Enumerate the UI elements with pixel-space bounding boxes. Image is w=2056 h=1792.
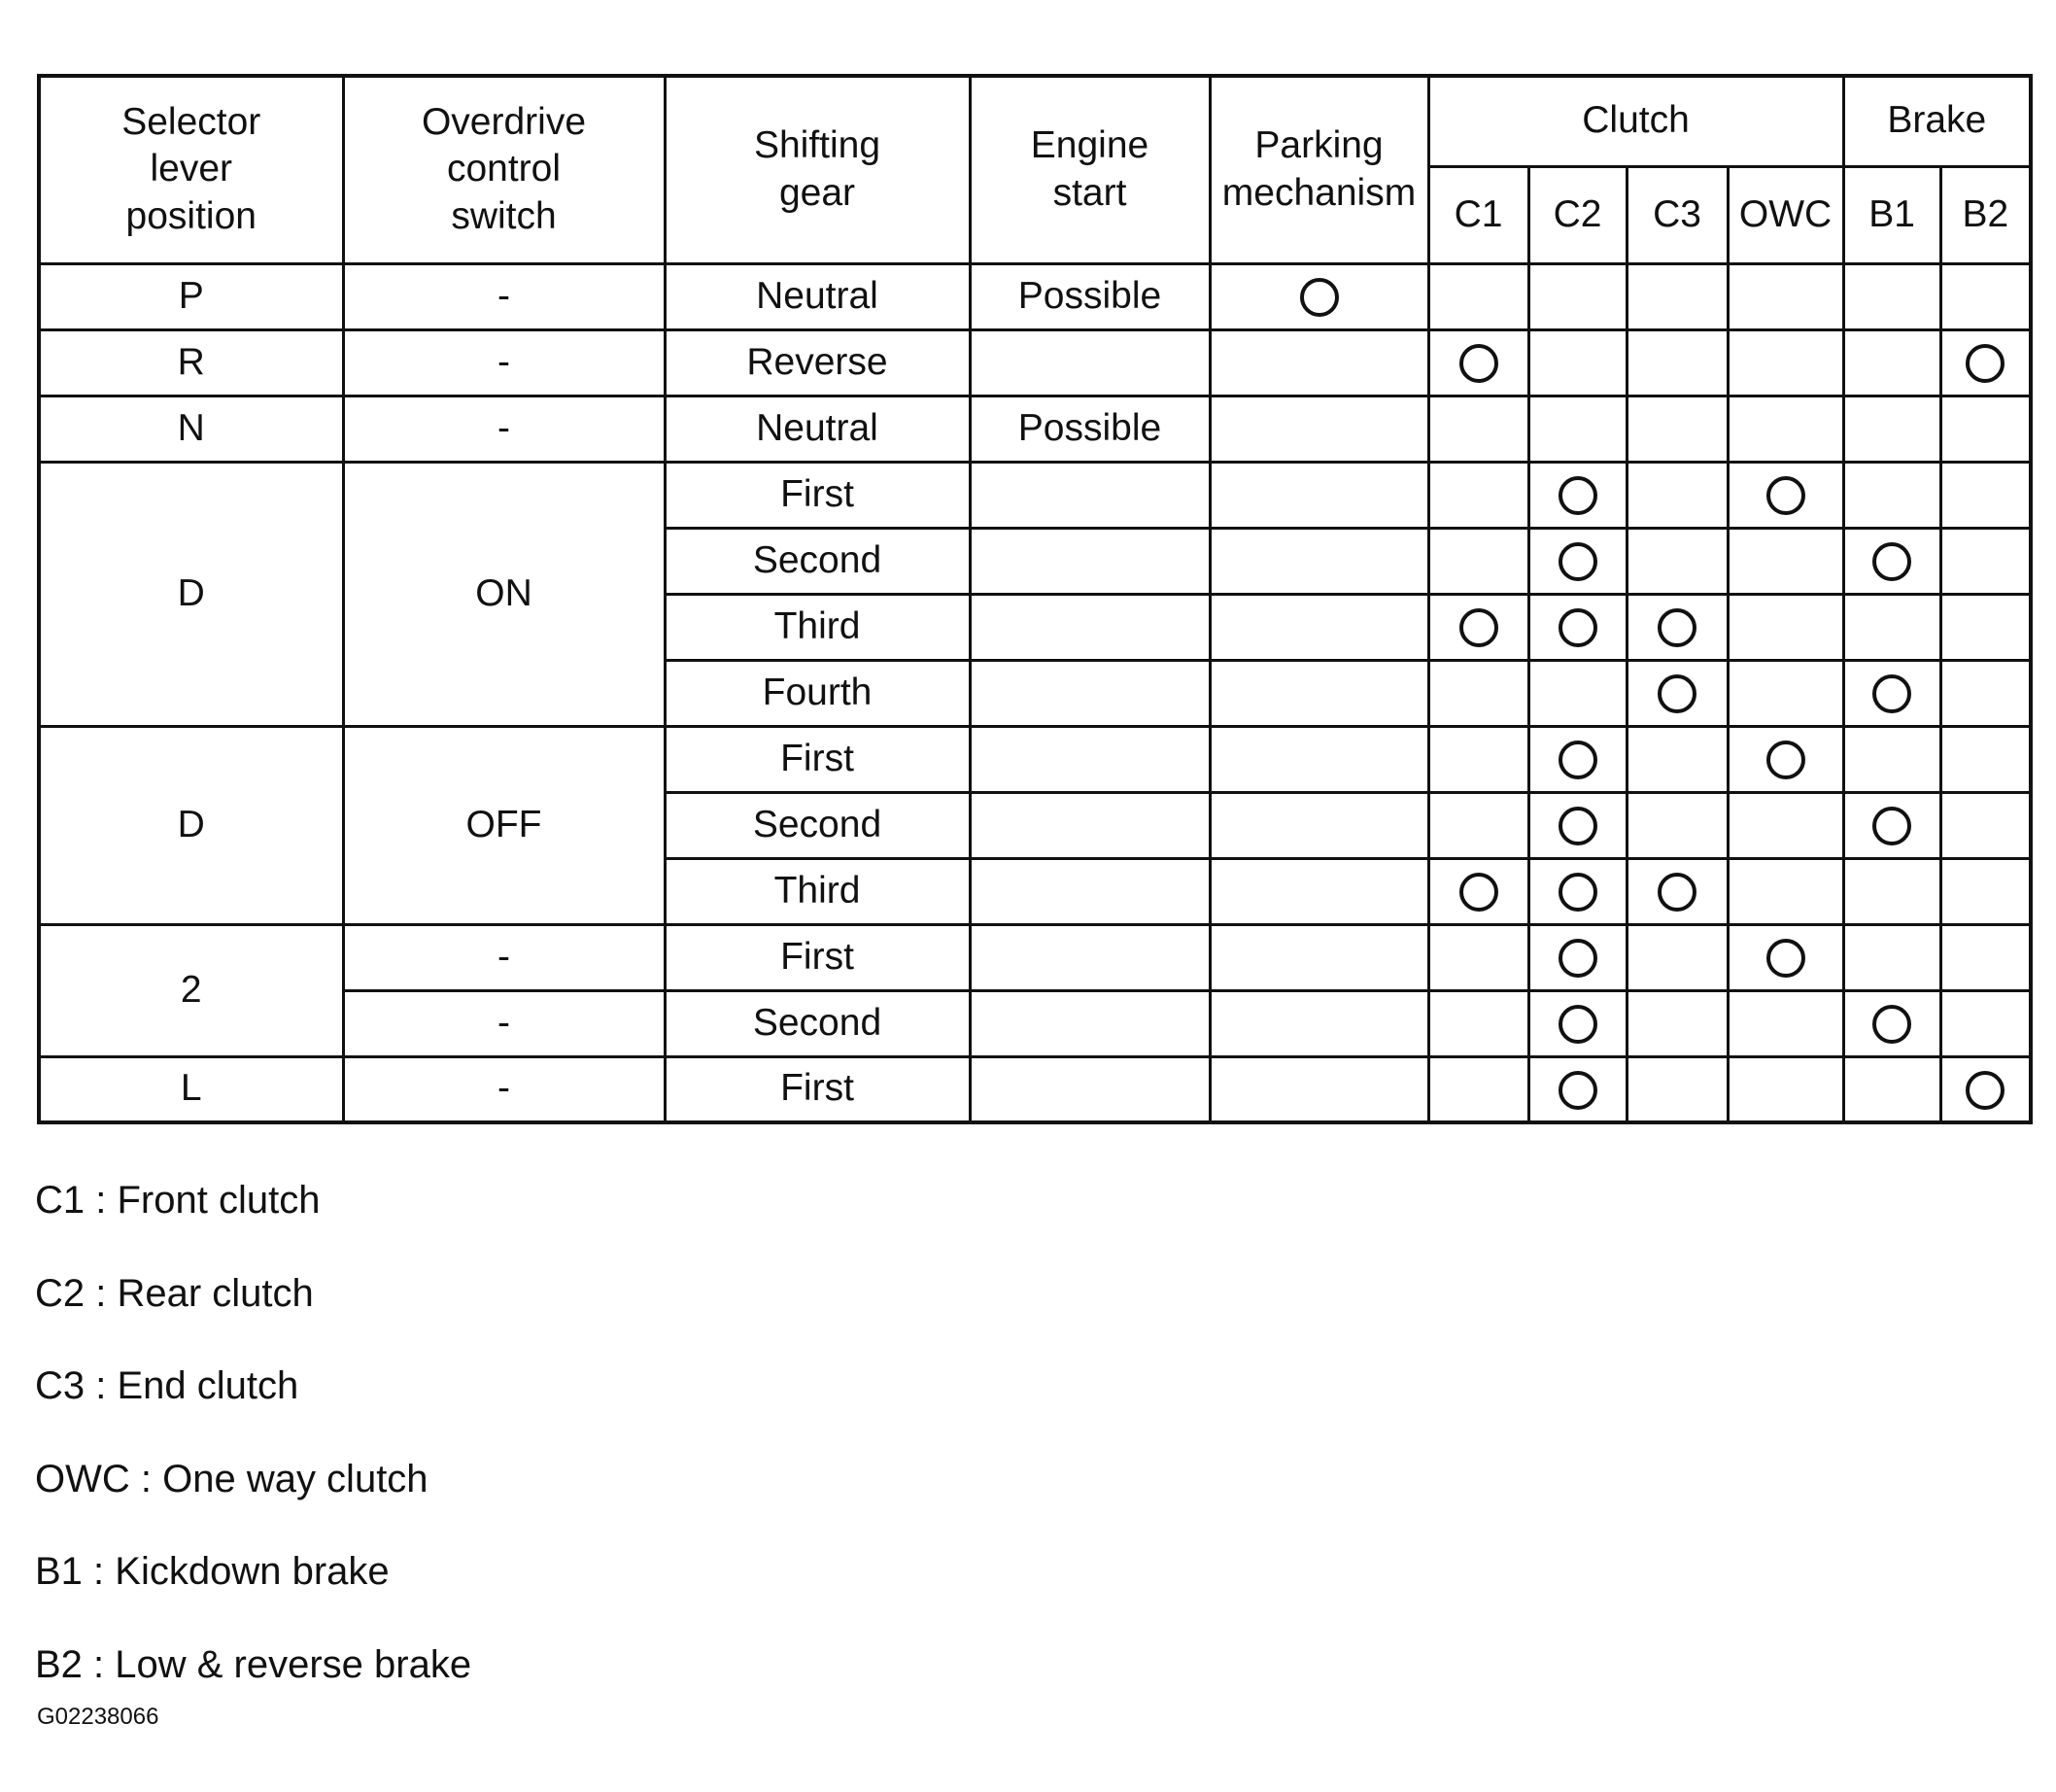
header-b2: B2 bbox=[1940, 166, 2031, 263]
cell-shifting-gear: Second bbox=[665, 528, 970, 594]
cell-engine-start: Possible bbox=[970, 263, 1210, 329]
cell-parking bbox=[1210, 1056, 1428, 1122]
cell-owc bbox=[1728, 594, 1843, 660]
cell-b2 bbox=[1940, 329, 2031, 396]
cell-engine-start bbox=[970, 462, 1210, 528]
cell-c1 bbox=[1428, 924, 1528, 990]
cell-parking bbox=[1210, 858, 1428, 924]
cell-b1 bbox=[1843, 858, 1940, 924]
cell-parking bbox=[1210, 792, 1428, 858]
cell-selector-position: 2 bbox=[39, 924, 343, 1056]
cell-b2 bbox=[1940, 660, 2031, 726]
cell-owc bbox=[1728, 1056, 1843, 1122]
cell-b2 bbox=[1940, 924, 2031, 990]
cell-b2 bbox=[1940, 858, 2031, 924]
cell-owc bbox=[1728, 924, 1843, 990]
cell-b1 bbox=[1843, 462, 1940, 528]
cell-c2 bbox=[1528, 858, 1627, 924]
cell-parking bbox=[1210, 528, 1428, 594]
engaged-circle-icon bbox=[1658, 608, 1696, 647]
cell-owc bbox=[1728, 462, 1843, 528]
engaged-circle-icon bbox=[1559, 741, 1597, 779]
engaged-circle-icon bbox=[1459, 608, 1498, 647]
cell-b1 bbox=[1843, 329, 1940, 396]
cell-shifting-gear: First bbox=[665, 1056, 970, 1122]
cell-c2 bbox=[1528, 594, 1627, 660]
cell-shifting-gear: Neutral bbox=[665, 396, 970, 462]
cell-c3 bbox=[1627, 329, 1728, 396]
engaged-circle-icon bbox=[1559, 873, 1597, 912]
engaged-circle-icon bbox=[1559, 608, 1597, 647]
engaged-circle-icon bbox=[1459, 873, 1498, 912]
cell-c3 bbox=[1627, 924, 1728, 990]
engaged-circle-icon bbox=[1559, 939, 1597, 978]
header-c2: C2 bbox=[1528, 166, 1627, 263]
cell-parking bbox=[1210, 263, 1428, 329]
cell-b1 bbox=[1843, 990, 1940, 1056]
cell-overdrive-switch: - bbox=[343, 329, 665, 396]
cell-b2 bbox=[1940, 462, 2031, 528]
cell-b2 bbox=[1940, 792, 2031, 858]
cell-shifting-gear: First bbox=[665, 726, 970, 792]
cell-owc bbox=[1728, 396, 1843, 462]
cell-selector-position: N bbox=[39, 396, 343, 462]
cell-c3 bbox=[1627, 990, 1728, 1056]
table-row bbox=[39, 726, 2031, 792]
cell-c1 bbox=[1428, 660, 1528, 726]
cell-overdrive-switch: ON bbox=[343, 462, 665, 726]
cell-owc bbox=[1728, 858, 1843, 924]
cell-b1 bbox=[1843, 1056, 1940, 1122]
cell-engine-start bbox=[970, 792, 1210, 858]
engaged-circle-icon bbox=[1766, 476, 1805, 515]
legend-item-c1: C1 : Front clutch bbox=[35, 1179, 321, 1222]
engaged-circle-icon bbox=[1872, 1005, 1911, 1044]
engaged-circle-icon bbox=[1766, 741, 1805, 779]
cell-b2 bbox=[1940, 1056, 2031, 1122]
cell-overdrive-switch: - bbox=[343, 1056, 665, 1122]
cell-c3 bbox=[1627, 528, 1728, 594]
table-row bbox=[39, 263, 2031, 329]
cell-selector-position: D bbox=[39, 726, 343, 924]
engaged-circle-icon bbox=[1559, 542, 1597, 581]
cell-overdrive-switch: OFF bbox=[343, 726, 665, 924]
legend-item-c2: C2 : Rear clutch bbox=[35, 1271, 314, 1315]
table-row bbox=[39, 396, 2031, 462]
cell-parking bbox=[1210, 726, 1428, 792]
cell-owc bbox=[1728, 792, 1843, 858]
cell-parking bbox=[1210, 660, 1428, 726]
legend-list bbox=[35, 1181, 471, 1738]
cell-shifting-gear: Third bbox=[665, 594, 970, 660]
table-row bbox=[39, 924, 2031, 990]
cell-owc bbox=[1728, 726, 1843, 792]
cell-shifting-gear: Fourth bbox=[665, 660, 970, 726]
cell-b1 bbox=[1843, 792, 1940, 858]
cell-c3 bbox=[1627, 1056, 1728, 1122]
cell-c1 bbox=[1428, 726, 1528, 792]
cell-shifting-gear: First bbox=[665, 462, 970, 528]
header-parking-mechanism: Parking mechanism bbox=[1210, 76, 1428, 263]
cell-owc bbox=[1728, 660, 1843, 726]
cell-c2 bbox=[1528, 660, 1627, 726]
header-overdrive-control-switch: Overdrive control switch bbox=[343, 76, 665, 263]
header-b1: B1 bbox=[1843, 166, 1940, 263]
cell-b2 bbox=[1940, 263, 2031, 329]
cell-c2 bbox=[1528, 990, 1627, 1056]
cell-c1 bbox=[1428, 329, 1528, 396]
cell-c2 bbox=[1528, 1056, 1627, 1122]
cell-shifting-gear: Reverse bbox=[665, 329, 970, 396]
cell-c3 bbox=[1627, 594, 1728, 660]
engaged-circle-icon bbox=[1872, 807, 1911, 845]
cell-b1 bbox=[1843, 660, 1940, 726]
cell-parking bbox=[1210, 329, 1428, 396]
table-row bbox=[39, 329, 2031, 396]
cell-overdrive-switch: - bbox=[343, 263, 665, 329]
cell-shifting-gear: First bbox=[665, 924, 970, 990]
engaged-circle-icon bbox=[1966, 1071, 2005, 1110]
cell-engine-start bbox=[970, 329, 1210, 396]
cell-c2 bbox=[1528, 528, 1627, 594]
cell-c2 bbox=[1528, 726, 1627, 792]
cell-owc bbox=[1728, 990, 1843, 1056]
cell-parking bbox=[1210, 990, 1428, 1056]
cell-selector-position: R bbox=[39, 329, 343, 396]
header-engine-start: Engine start bbox=[970, 76, 1210, 263]
cell-shifting-gear: Third bbox=[665, 858, 970, 924]
table-row bbox=[39, 462, 2031, 528]
cell-b2 bbox=[1940, 594, 2031, 660]
cell-c3 bbox=[1627, 726, 1728, 792]
cell-c2 bbox=[1528, 329, 1627, 396]
cell-b2 bbox=[1940, 396, 2031, 462]
cell-c2 bbox=[1528, 924, 1627, 990]
cell-owc bbox=[1728, 329, 1843, 396]
cell-owc bbox=[1728, 528, 1843, 594]
cell-c3 bbox=[1627, 263, 1728, 329]
cell-c2 bbox=[1528, 462, 1627, 528]
cell-c2 bbox=[1528, 792, 1627, 858]
cell-overdrive-switch: - bbox=[343, 990, 665, 1056]
cell-shifting-gear: Second bbox=[665, 990, 970, 1056]
engaged-circle-icon bbox=[1300, 278, 1339, 317]
table-body bbox=[39, 263, 2031, 1122]
figure-code: G02238066 bbox=[37, 1704, 159, 1730]
cell-engine-start bbox=[970, 990, 1210, 1056]
engaged-circle-icon bbox=[1872, 542, 1911, 581]
cell-shifting-gear: Second bbox=[665, 792, 970, 858]
cell-engine-start bbox=[970, 660, 1210, 726]
engaged-circle-icon bbox=[1459, 344, 1498, 383]
cell-b1 bbox=[1843, 924, 1940, 990]
engaged-circle-icon bbox=[1559, 807, 1597, 845]
legend-item-c3: C3 : End clutch bbox=[35, 1364, 299, 1407]
engaged-circle-icon bbox=[1658, 674, 1696, 713]
cell-engine-start bbox=[970, 858, 1210, 924]
cell-c1 bbox=[1428, 462, 1528, 528]
cell-c3 bbox=[1627, 858, 1728, 924]
cell-selector-position: L bbox=[39, 1056, 343, 1122]
header-clutch-group: Clutch bbox=[1428, 76, 1843, 166]
header-brake-group: Brake bbox=[1843, 76, 2031, 166]
cell-c1 bbox=[1428, 263, 1528, 329]
cell-c1 bbox=[1428, 594, 1528, 660]
cell-b1 bbox=[1843, 396, 1940, 462]
cell-c2 bbox=[1528, 396, 1627, 462]
header-owc: OWC bbox=[1728, 166, 1843, 263]
cell-selector-position: P bbox=[39, 263, 343, 329]
cell-engine-start bbox=[970, 1056, 1210, 1122]
header-c1: C1 bbox=[1428, 166, 1528, 263]
cell-engine-start bbox=[970, 528, 1210, 594]
cell-c3 bbox=[1627, 792, 1728, 858]
cell-b2 bbox=[1940, 990, 2031, 1056]
engaged-circle-icon bbox=[1966, 344, 2005, 383]
cell-engine-start bbox=[970, 924, 1210, 990]
cell-shifting-gear: Neutral bbox=[665, 263, 970, 329]
engaged-circle-icon bbox=[1559, 1005, 1597, 1044]
engaged-circle-icon bbox=[1658, 873, 1696, 912]
cell-c1 bbox=[1428, 1056, 1528, 1122]
engaged-circle-icon bbox=[1559, 1071, 1597, 1110]
cell-parking bbox=[1210, 924, 1428, 990]
cell-b2 bbox=[1940, 726, 2031, 792]
shift-element-table bbox=[37, 74, 2033, 1124]
cell-parking bbox=[1210, 462, 1428, 528]
cell-owc bbox=[1728, 263, 1843, 329]
header-c3: C3 bbox=[1627, 166, 1728, 263]
cell-c3 bbox=[1627, 660, 1728, 726]
cell-c1 bbox=[1428, 396, 1528, 462]
cell-engine-start bbox=[970, 726, 1210, 792]
legend-item-b2: B2 : Low & reverse brake bbox=[35, 1642, 472, 1686]
header-selector-lever-position: Selector lever position bbox=[39, 76, 343, 263]
legend-item-owc: OWC : One way clutch bbox=[35, 1457, 428, 1500]
legend-item-b1: B1 : Kickdown brake bbox=[35, 1550, 390, 1593]
cell-b2 bbox=[1940, 528, 2031, 594]
cell-c2 bbox=[1528, 263, 1627, 329]
cell-c3 bbox=[1627, 396, 1728, 462]
cell-c1 bbox=[1428, 858, 1528, 924]
table-row bbox=[39, 1056, 2031, 1122]
cell-b1 bbox=[1843, 726, 1940, 792]
cell-parking bbox=[1210, 396, 1428, 462]
cell-b1 bbox=[1843, 528, 1940, 594]
cell-engine-start bbox=[970, 594, 1210, 660]
cell-overdrive-switch: - bbox=[343, 396, 665, 462]
cell-c1 bbox=[1428, 528, 1528, 594]
engaged-circle-icon bbox=[1559, 476, 1597, 515]
cell-overdrive-switch: - bbox=[343, 924, 665, 990]
cell-b1 bbox=[1843, 594, 1940, 660]
cell-c3 bbox=[1627, 462, 1728, 528]
engaged-circle-icon bbox=[1872, 674, 1911, 713]
cell-c1 bbox=[1428, 792, 1528, 858]
cell-b1 bbox=[1843, 263, 1940, 329]
cell-selector-position: D bbox=[39, 462, 343, 726]
engaged-circle-icon bbox=[1766, 939, 1805, 978]
cell-engine-start: Possible bbox=[970, 396, 1210, 462]
header-shifting-gear: Shifting gear bbox=[665, 76, 970, 263]
cell-c1 bbox=[1428, 990, 1528, 1056]
cell-parking bbox=[1210, 594, 1428, 660]
